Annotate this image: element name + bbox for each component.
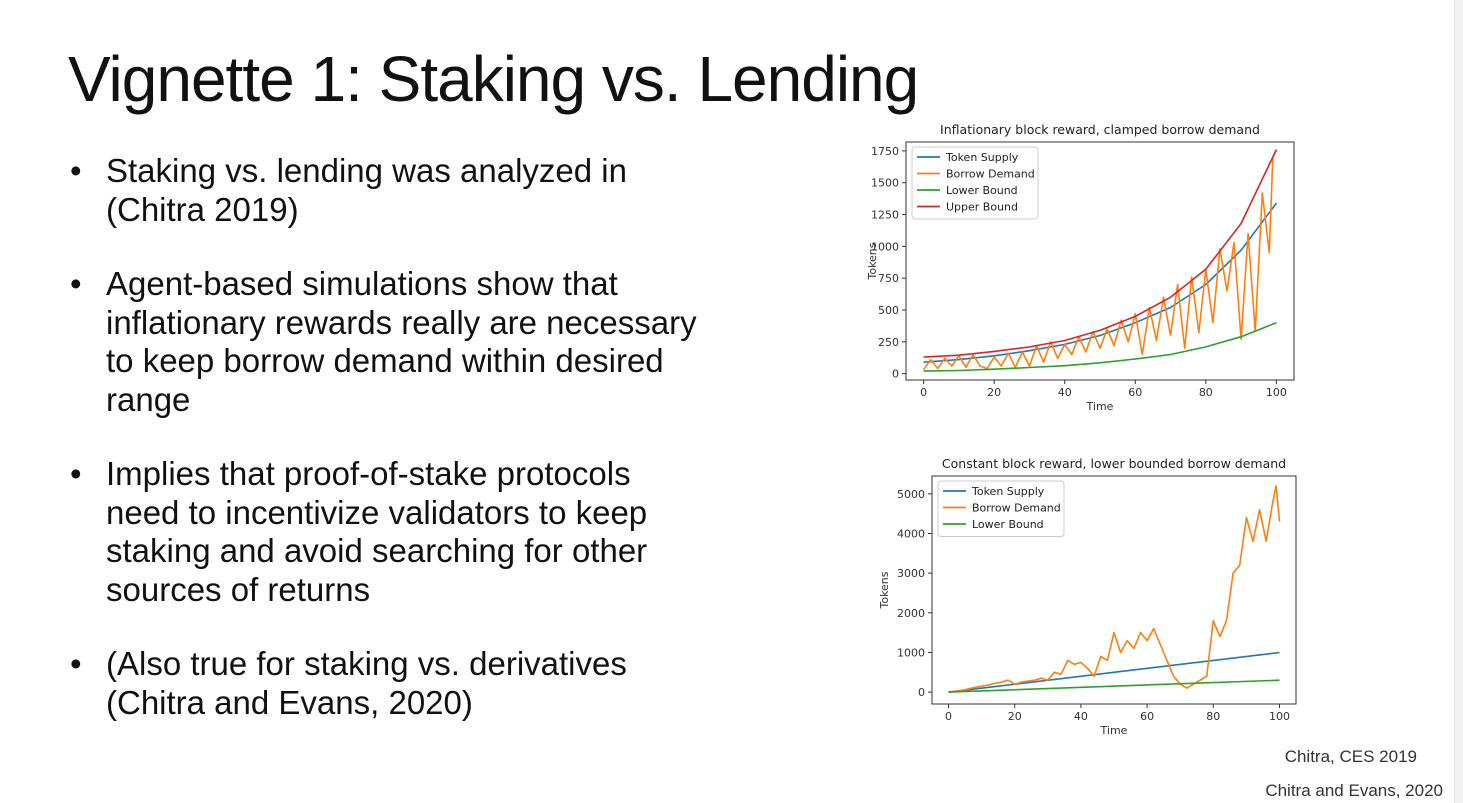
citation: Chitra, CES 2019	[1284, 747, 1417, 766]
bullet-line: (Chitra and Evans, 2020)	[106, 683, 473, 721]
bullet-line: staking and avoid searching for other	[106, 532, 648, 569]
y-tick-label: 1250	[871, 208, 899, 222]
bullet-marker: •	[70, 645, 82, 682]
bullet-line: Implies that proof-of-stake protocols	[106, 455, 631, 492]
y-tick-label: 5000	[897, 487, 925, 501]
chart-inflationary-reward	[866, 118, 1306, 423]
slide-title: Vignette 1: Staking vs. Lending	[68, 43, 919, 115]
series-line	[924, 200, 1277, 362]
bullet-line: inflationary rewards really are necessary	[106, 303, 697, 341]
chart-svg	[866, 446, 1306, 746]
y-axis-label: Tokens	[878, 571, 891, 609]
bullet-item	[70, 265, 810, 419]
x-tick-label: 60	[1140, 710, 1155, 723]
legend-label: Token Supply	[946, 151, 1019, 164]
bullet-line: Agent-based simulations show that	[106, 265, 618, 302]
bullet-line: (Chitra 2019)	[106, 190, 299, 228]
citation: Chitra and Evans, 2020	[1265, 781, 1443, 800]
window-edge	[1454, 0, 1463, 803]
y-tick-label: 1000	[871, 240, 899, 254]
legend-label: Borrow Demand	[972, 501, 1061, 515]
y-tick-label: 0	[892, 367, 899, 381]
x-tick-label: 100	[1268, 710, 1290, 723]
x-tick-label: 60	[1128, 386, 1143, 399]
legend-label: Lower Bound	[946, 184, 1018, 197]
y-tick-label: 750	[878, 272, 899, 286]
bullet-line: (Also true for staking vs. derivatives	[106, 645, 627, 682]
legend-label: Lower Bound	[972, 518, 1044, 531]
chart-svg	[866, 118, 1306, 423]
y-tick-label: 500	[878, 304, 899, 317]
y-tick-label: 1500	[871, 176, 899, 190]
y-tick-label: 1000	[897, 646, 925, 660]
bullet-marker: •	[70, 152, 82, 189]
legend-label: Token Supply	[972, 485, 1045, 498]
chart-title: Constant block reward, lower bounded borrow demand	[941, 456, 1287, 471]
y-axis-label: Tokens	[866, 242, 879, 280]
bullet-line: sources of returns	[106, 570, 371, 608]
x-tick-label: 40	[1057, 386, 1072, 399]
bullet-list	[70, 152, 810, 758]
x-axis-label: Time	[1086, 400, 1114, 413]
y-tick-label: 1750	[871, 144, 899, 158]
x-tick-label: 0	[920, 386, 928, 399]
y-tick-label: 2000	[897, 606, 925, 620]
chart-constant-reward	[866, 446, 1306, 746]
bullet-item	[70, 645, 810, 722]
x-tick-label: 40	[1073, 710, 1088, 723]
legend-label: Upper Bound	[946, 200, 1019, 214]
bullet-line: range	[106, 380, 191, 418]
x-tick-label: 0	[945, 710, 953, 723]
x-tick-label: 20	[1007, 710, 1022, 723]
x-tick-label: 80	[1206, 710, 1221, 723]
legend-label: Borrow Demand	[946, 167, 1035, 181]
y-tick-label: 0	[918, 686, 925, 700]
bullet-line: need to incentivize validators to keep	[106, 493, 648, 531]
bullet-marker: •	[70, 265, 82, 302]
y-tick-label: 250	[878, 335, 899, 349]
x-tick-label: 100	[1265, 386, 1287, 399]
x-tick-label: 80	[1198, 386, 1213, 399]
y-tick-label: 3000	[897, 567, 925, 581]
x-tick-label: 20	[987, 386, 1002, 399]
bullet-item	[70, 152, 810, 229]
bullet-line: Staking vs. lending was analyzed in	[106, 152, 627, 189]
bullet-marker: •	[70, 455, 82, 492]
bullet-item	[70, 455, 810, 609]
y-tick-label: 4000	[897, 527, 925, 541]
chart-title: Inflationary block reward, clamped borrow demand	[940, 122, 1260, 137]
x-axis-label: Time	[1100, 724, 1128, 737]
bullet-line: to keep borrow demand within desired	[106, 342, 664, 379]
